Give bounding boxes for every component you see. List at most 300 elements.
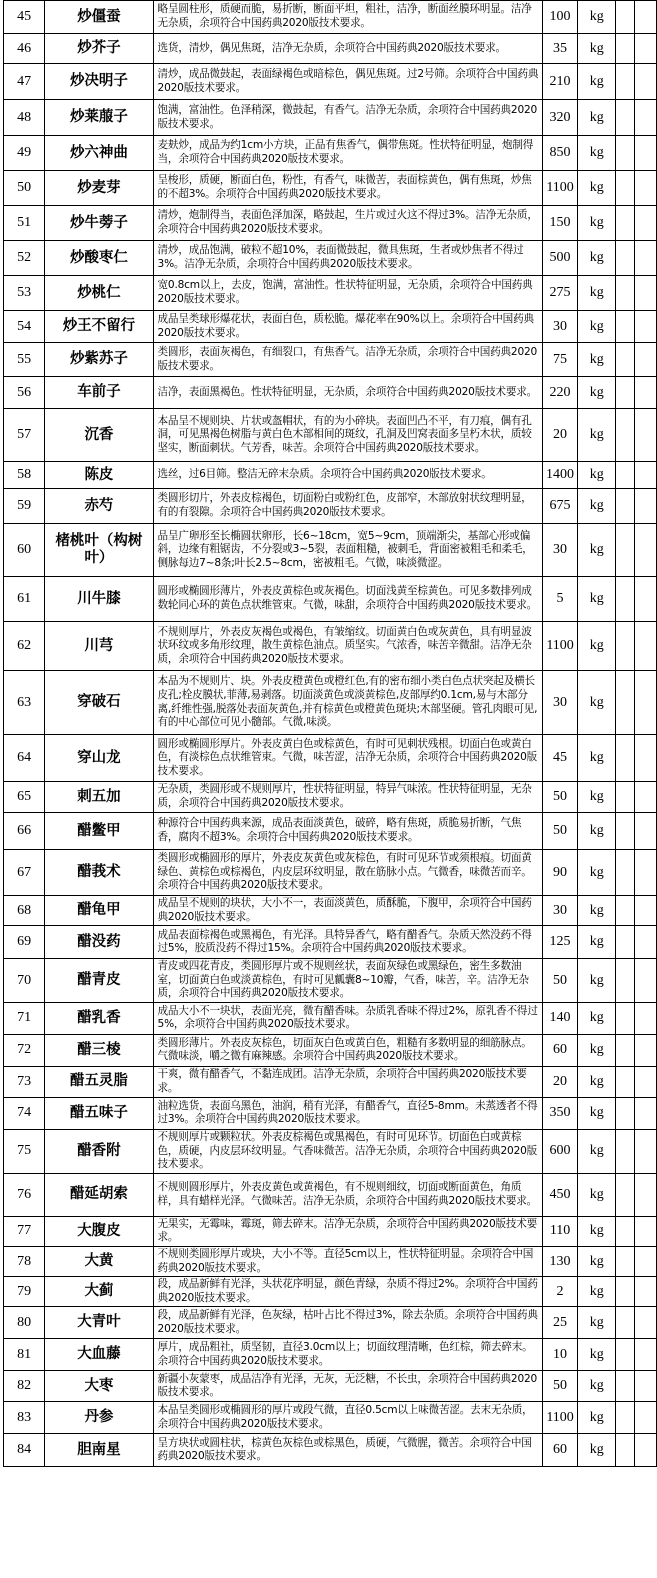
table-row (4, 1034, 657, 1066)
quantity: 125 (542, 926, 578, 959)
table-row (4, 782, 657, 813)
herb-name: 炒决明子 (45, 64, 153, 100)
row-number: 61 (4, 577, 45, 622)
row-number: 47 (4, 64, 45, 100)
empty-cell (615, 1246, 635, 1276)
herb-name: 醋龟甲 (45, 896, 153, 926)
row-number: 79 (4, 1277, 45, 1307)
quantity: 110 (542, 1216, 578, 1246)
empty-cell (635, 1, 657, 34)
quantity: 60 (542, 1434, 578, 1467)
unit: kg (578, 896, 615, 926)
empty-cell (615, 577, 635, 622)
row-number: 65 (4, 782, 45, 813)
unit: kg (578, 1339, 615, 1371)
herb-name: 醋鳖甲 (45, 813, 153, 850)
quantity: 50 (542, 813, 578, 850)
empty-cell (615, 276, 635, 311)
row-number: 80 (4, 1307, 45, 1339)
quality-description: 类圆形或椭圆形的厚片，外表皮灰黄色或灰棕色，有时可见环节或须根痕。切面黄绿色、黄棕色或棕褐色，内皮层环纹明显，散在筋脉小点。气微香，味微苦而辛。余项符合中国药典2020版技术要求。 (153, 850, 542, 896)
quantity: 30 (542, 311, 578, 343)
table-row (4, 1339, 657, 1371)
row-number: 75 (4, 1129, 45, 1173)
table-row (4, 577, 657, 622)
table-row (4, 1434, 657, 1467)
table-row (4, 524, 657, 577)
unit: kg (578, 1034, 615, 1066)
unit: kg (578, 206, 615, 241)
row-number: 58 (4, 462, 45, 489)
row-number: 77 (4, 1216, 45, 1246)
empty-cell (635, 896, 657, 926)
herb-name: 醋五味子 (45, 1097, 153, 1129)
empty-cell (635, 64, 657, 100)
herb-name: 赤芍 (45, 489, 153, 524)
table-row (4, 896, 657, 926)
quality-description: 种源符合中国药典来源，成品表面淡黄色，破碎，略有焦斑，质脆易折断，气焦香，腐肉不超3%。余项符合中国药典2020版技术要求。 (153, 813, 542, 850)
row-number: 66 (4, 813, 45, 850)
quantity: 50 (542, 1371, 578, 1402)
row-number: 45 (4, 1, 45, 34)
empty-cell (615, 1277, 635, 1307)
unit: kg (578, 622, 615, 671)
unit: kg (578, 813, 615, 850)
table-row (4, 206, 657, 241)
quantity: 130 (542, 1246, 578, 1276)
table-row (4, 409, 657, 462)
quality-description: 选货，清炒，偶见焦斑，洁净无杂质，余项符合中国药典2020版技术要求。 (153, 34, 542, 64)
herb-name: 炒王不留行 (45, 311, 153, 343)
row-number: 46 (4, 34, 45, 64)
empty-cell (635, 100, 657, 136)
row-number: 84 (4, 1434, 45, 1467)
quality-description: 宽0.8cm以上，去皮，饱满，富油性。性状特征明显，无杂质，余项符合中国药典2020版技术要求。 (153, 276, 542, 311)
table-row (4, 735, 657, 782)
empty-cell (635, 206, 657, 241)
quantity: 35 (542, 34, 578, 64)
row-number: 59 (4, 489, 45, 524)
row-number: 54 (4, 311, 45, 343)
unit: kg (578, 64, 615, 100)
empty-cell (615, 34, 635, 64)
empty-cell (635, 1246, 657, 1276)
empty-cell (635, 1129, 657, 1173)
unit: kg (578, 409, 615, 462)
empty-cell (615, 489, 635, 524)
empty-cell (635, 1371, 657, 1402)
empty-cell (615, 1, 635, 34)
herb-name: 胆南星 (45, 1434, 153, 1467)
row-number: 76 (4, 1173, 45, 1216)
empty-cell (615, 1371, 635, 1402)
quantity: 320 (542, 100, 578, 136)
empty-cell (635, 671, 657, 735)
unit: kg (578, 311, 615, 343)
quantity: 45 (542, 735, 578, 782)
empty-cell (615, 64, 635, 100)
quality-description: 成品大小不一块状，表面光亮，微有醋香味。杂质乳香味不得过2%，原乳香不得过5%，余项符合中国药典2020版技术要求。 (153, 1002, 542, 1034)
empty-cell (635, 1402, 657, 1434)
empty-cell (615, 1339, 635, 1371)
herb-name: 醋莪术 (45, 850, 153, 896)
herb-name: 醋乳香 (45, 1002, 153, 1034)
unit: kg (578, 524, 615, 577)
unit: kg (578, 489, 615, 524)
table-row (4, 100, 657, 136)
row-number: 81 (4, 1339, 45, 1371)
empty-cell (635, 409, 657, 462)
empty-cell (615, 1402, 635, 1434)
empty-cell (635, 343, 657, 377)
quality-description: 类圆形薄片。外表皮灰棕色，切面灰白色或黄白色，粗糙有多数明显的细筋脉点。气微味淡，嚼之微有麻辣感。余项符合中国药典2020版技术要求。 (153, 1034, 542, 1066)
row-number: 50 (4, 171, 45, 206)
quantity: 100 (542, 1, 578, 34)
herb-name: 大青叶 (45, 1307, 153, 1339)
table-row (4, 1173, 657, 1216)
quality-description: 新疆小灰蒙枣，成品洁净有光泽，无灰，无泛糖，不长虫，余项符合中国药典2020版技术要求。 (153, 1371, 542, 1402)
quantity: 20 (542, 409, 578, 462)
quality-description: 饱满，富油性。色泽稍深，微鼓起，有香气。洁净无杂质，余项符合中国药典2020版技术要求。 (153, 100, 542, 136)
empty-cell (615, 1216, 635, 1246)
unit: kg (578, 1402, 615, 1434)
herb-name: 陈皮 (45, 462, 153, 489)
row-number: 73 (4, 1066, 45, 1097)
row-number: 62 (4, 622, 45, 671)
empty-cell (635, 171, 657, 206)
unit: kg (578, 1173, 615, 1216)
quantity: 1100 (542, 622, 578, 671)
empty-cell (635, 577, 657, 622)
quantity: 600 (542, 1129, 578, 1173)
quality-description: 清炒，炮制得当，表面色泽加深，略鼓起，生片或过火这不得过3%。洁净无杂质，余项符合中国药典2020版技术要求。 (153, 206, 542, 241)
quality-description: 呈方块状或圆柱状，棕黄色灰棕色或棕黑色，质硬，气微腥，微苦。余项符合中国药典2020版技术要求。 (153, 1434, 542, 1467)
row-number: 83 (4, 1402, 45, 1434)
table-row (4, 1002, 657, 1034)
empty-cell (635, 311, 657, 343)
empty-cell (635, 813, 657, 850)
row-number: 51 (4, 206, 45, 241)
row-number: 56 (4, 377, 45, 409)
empty-cell (635, 377, 657, 409)
unit: kg (578, 171, 615, 206)
quality-description: 油粒选货，表面乌黑色，油润，稍有光泽，有醋香气，直径5-8mm。未蒸透者不得过3%。余项符合中国药典2020版技术要求。 (153, 1097, 542, 1129)
table-row (4, 959, 657, 1003)
quality-description: 圆形或椭圆形厚片。外表皮黄白色或棕黄色，有时可见刺状残根。切面白色或黄白色，有淡棕色点状维管束。气微，味苦涩，洁净无杂质，余项符合中国药典2020版技术要求。 (153, 735, 542, 782)
empty-cell (615, 850, 635, 896)
unit: kg (578, 926, 615, 959)
row-number: 71 (4, 1002, 45, 1034)
unit: kg (578, 276, 615, 311)
quality-description: 品呈广卵形至长椭圆状卵形，长6~18cm，宽5~9cm，顶端渐尖，基部心形或偏斜，边缘有粗锯齿，不分裂或3~5裂，表面粗糙，被刺毛，背面密被粗毛和柔毛，侧脉每边7~8条;叶长2.5~8cm，密被粗毛。气微，味淡微涩。 (153, 524, 542, 577)
quality-description: 类圆形，表面灰褐色，有细裂口，有焦香气。洁净无杂质，余项符合中国药典2020版技术要求。 (153, 343, 542, 377)
quality-description: 不规则厚片或颗粒状。外表皮棕褐色或黑褐色，有时可见环节。切面色白或黄棕色，质硬，内皮层环纹明显。气香味微苦。洁净无杂质，余项符合中国药典2020版技术要求。 (153, 1129, 542, 1173)
row-number: 64 (4, 735, 45, 782)
table-row (4, 813, 657, 850)
table-row (4, 1129, 657, 1173)
empty-cell (635, 276, 657, 311)
quality-description: 麦麸炒，成品为约1cm小方块，正品有焦香气，偶带焦斑。性状特征明显，炮制得当，余项符合中国药典2020版技术要求。 (153, 136, 542, 171)
quality-description: 类圆形切片，外表皮棕褐色，切面粉白或粉红色，皮部窄，木部放射状纹理明显，有的有裂隙。余项符合中国药典2020版技术要求。 (153, 489, 542, 524)
quantity: 140 (542, 1002, 578, 1034)
empty-cell (615, 524, 635, 577)
empty-cell (635, 926, 657, 959)
herb-name: 炒僵蚕 (45, 1, 153, 34)
herb-name: 刺五加 (45, 782, 153, 813)
quantity: 20 (542, 1066, 578, 1097)
empty-cell (635, 622, 657, 671)
quality-description: 呈梭形，质硬，断面白色，粉性，有香气，味微苦，表面棕黄色，偶有焦斑，炒焦的不超3%。余项符合中国药典2020版技术要求。 (153, 171, 542, 206)
quantity: 50 (542, 959, 578, 1003)
unit: kg (578, 1097, 615, 1129)
row-number: 74 (4, 1097, 45, 1129)
empty-cell (635, 1339, 657, 1371)
table-row (4, 1402, 657, 1434)
quality-description: 干爽，微有醋香气，不黏连成团。洁净无杂质，余项符合中国药典2020版技术要求。 (153, 1066, 542, 1097)
unit: kg (578, 1307, 615, 1339)
empty-cell (615, 1129, 635, 1173)
empty-cell (615, 206, 635, 241)
quality-description: 圆形或椭圆形薄片，外表皮黄棕色或灰褐色。切面浅黄至棕黄色。可见多数排列成数轮同心环的黄色点状维管束。气微，味甜，余项符合中国药典2020版技术要求。 (153, 577, 542, 622)
row-number: 63 (4, 671, 45, 735)
quantity: 1400 (542, 462, 578, 489)
empty-cell (615, 462, 635, 489)
empty-cell (635, 34, 657, 64)
quantity: 50 (542, 782, 578, 813)
herb-name: 川芎 (45, 622, 153, 671)
herb-name: 醋五灵脂 (45, 1066, 153, 1097)
table-row (4, 311, 657, 343)
empty-cell (615, 1307, 635, 1339)
empty-cell (615, 1002, 635, 1034)
row-number: 52 (4, 241, 45, 276)
table-row (4, 1066, 657, 1097)
herb-specification-table (3, 0, 657, 1467)
empty-cell (615, 1097, 635, 1129)
quantity: 30 (542, 896, 578, 926)
herb-name: 醋延胡索 (45, 1173, 153, 1216)
empty-cell (615, 782, 635, 813)
quality-description: 成品表面棕褐色或黑褐色，有光泽。具特异香气，略有醋香气。杂质天然没药不得过5%，胶质没药不得过15%。余项符合中国药典2020版技术要求。 (153, 926, 542, 959)
quantity: 90 (542, 850, 578, 896)
unit: kg (578, 577, 615, 622)
unit: kg (578, 100, 615, 136)
herb-name: 醋青皮 (45, 959, 153, 1003)
empty-cell (635, 136, 657, 171)
empty-cell (615, 1434, 635, 1467)
herb-name: 川牛膝 (45, 577, 153, 622)
unit: kg (578, 671, 615, 735)
herb-name: 大蓟 (45, 1277, 153, 1307)
empty-cell (635, 241, 657, 276)
herb-name: 大腹皮 (45, 1216, 153, 1246)
row-number: 55 (4, 343, 45, 377)
quality-description: 不规则圆形厚片，外表皮黄色或黄褐色，有不规则细纹，切面或断面黄色，角质样，具有蜡样光泽。气微味苦。洁净无杂质，余项符合中国药典2020版技术要求。 (153, 1173, 542, 1216)
unit: kg (578, 1371, 615, 1402)
quantity: 450 (542, 1173, 578, 1216)
quantity: 5 (542, 577, 578, 622)
empty-cell (635, 1307, 657, 1339)
quantity: 850 (542, 136, 578, 171)
row-number: 68 (4, 896, 45, 926)
table-row (4, 276, 657, 311)
empty-cell (615, 896, 635, 926)
empty-cell (635, 850, 657, 896)
quality-description: 本品为不规则片、块。外表皮橙黄色或橙红色,有的密布细小类白色点状突起及横长皮孔;栓皮膜状,菲薄,易剥落。切面淡黄色或淡黄棕色,皮部厚约0.1cm,易与木部分离,纤维性强,脱落处表面灰黄色,并有棕黄色或橙黄色斑块;木部坚硬。管孔肉眼可见,有的中心部位可见小髓部。气微,味淡。 (153, 671, 542, 735)
quantity: 275 (542, 276, 578, 311)
table-row (4, 1097, 657, 1129)
empty-cell (615, 1173, 635, 1216)
table-row (4, 1371, 657, 1402)
unit: kg (578, 735, 615, 782)
empty-cell (635, 1216, 657, 1246)
quality-description: 无果实，无霉味，霉斑，筛去碎末。洁净无杂质，余项符合中国药典2020版技术要求。 (153, 1216, 542, 1246)
empty-cell (635, 1002, 657, 1034)
quality-description: 洁净，表面黑褐色。性状特征明显，无杂质，余项符合中国药典2020版技术要求。 (153, 377, 542, 409)
quality-description: 本品呈类圆形或椭圆形的厚片或段气微，直径0.5cm以上味微苦涩。去末无杂质，余项符合中国药典2020版技术要求。 (153, 1402, 542, 1434)
empty-cell (635, 1034, 657, 1066)
quantity: 150 (542, 206, 578, 241)
table-row (4, 671, 657, 735)
quantity: 350 (542, 1097, 578, 1129)
quantity: 30 (542, 671, 578, 735)
quantity: 10 (542, 1339, 578, 1371)
quantity: 60 (542, 1034, 578, 1066)
empty-cell (615, 735, 635, 782)
row-number: 72 (4, 1034, 45, 1066)
unit: kg (578, 782, 615, 813)
quantity: 2 (542, 1277, 578, 1307)
herb-name: 沉香 (45, 409, 153, 462)
unit: kg (578, 1066, 615, 1097)
quantity: 220 (542, 377, 578, 409)
unit: kg (578, 1434, 615, 1467)
empty-cell (615, 926, 635, 959)
row-number: 48 (4, 100, 45, 136)
unit: kg (578, 136, 615, 171)
table-row (4, 926, 657, 959)
empty-cell (635, 1277, 657, 1307)
empty-cell (615, 343, 635, 377)
empty-cell (635, 1434, 657, 1467)
herb-name: 醋香附 (45, 1129, 153, 1173)
herb-name: 炒麦芽 (45, 171, 153, 206)
unit: kg (578, 377, 615, 409)
empty-cell (615, 136, 635, 171)
empty-cell (635, 1097, 657, 1129)
herb-name: 炒桃仁 (45, 276, 153, 311)
quantity: 25 (542, 1307, 578, 1339)
empty-cell (615, 671, 635, 735)
unit: kg (578, 1129, 615, 1173)
quality-description: 段，成品新鲜有光泽，色灰绿，枯叶占比不得过3%，除去杂质。余项符合中国药典2020版技术要求。 (153, 1307, 542, 1339)
quantity: 30 (542, 524, 578, 577)
table-row (4, 171, 657, 206)
empty-cell (615, 959, 635, 1003)
herb-name: 醋没药 (45, 926, 153, 959)
row-number: 67 (4, 850, 45, 896)
quality-description: 青皮或四花青皮，类圆形厚片或不规则丝状，表面灰绿色或黑绿色，密生多数油室，切面黄白色或淡黄棕色，有时可见瓤囊8~10瓣，气香，味苦，辛。洁净无杂质，余项符合中国药典2020版技术要求。 (153, 959, 542, 1003)
herb-name: 大血藤 (45, 1339, 153, 1371)
table-row (4, 241, 657, 276)
empty-cell (615, 171, 635, 206)
table-row (4, 489, 657, 524)
quality-description: 选丝，过6目筛。整洁无碎末杂质。余项符合中国药典2020版技术要求。 (153, 462, 542, 489)
table-row (4, 1216, 657, 1246)
empty-cell (615, 100, 635, 136)
herb-name: 大黄 (45, 1246, 153, 1276)
row-number: 53 (4, 276, 45, 311)
empty-cell (635, 524, 657, 577)
herb-name: 醋三棱 (45, 1034, 153, 1066)
table-row (4, 136, 657, 171)
unit: kg (578, 241, 615, 276)
herb-name: 穿破石 (45, 671, 153, 735)
unit: kg (578, 1246, 615, 1276)
herb-name: 炒紫苏子 (45, 343, 153, 377)
quantity: 1100 (542, 1402, 578, 1434)
herb-name: 炒牛蒡子 (45, 206, 153, 241)
row-number: 60 (4, 524, 45, 577)
herb-name: 炒芥子 (45, 34, 153, 64)
empty-cell (635, 489, 657, 524)
table-row (4, 343, 657, 377)
unit: kg (578, 1, 615, 34)
table-row (4, 1246, 657, 1276)
quality-description: 不规则厚片，外表皮灰褐色或褐色，有皱缩纹。切面黄白色或灰黄色，具有明显波状环纹或多角形纹理，散生黄棕色油点。质坚实。气浓香，味苦辛微甜。洁净无杂质，余项符合中国药典2020版技术要求。 (153, 622, 542, 671)
row-number: 69 (4, 926, 45, 959)
herb-name: 穿山龙 (45, 735, 153, 782)
unit: kg (578, 34, 615, 64)
unit: kg (578, 343, 615, 377)
row-number: 49 (4, 136, 45, 171)
quality-description: 略呈圆柱形，质硬而脆，易折断，断面平坦，粗社，洁净，断面丝膜环明显。洁净无杂质，余项符合中国药典2020版技术要求。 (153, 1, 542, 34)
table-row (4, 64, 657, 100)
quality-description: 本品呈不规则块、片状或盔帽状，有的为小碎块。表面凹凸不平，有刀痕，偶有孔洞，可见黑褐色树脂与黄白色木部相间的斑纹，孔洞及凹窝表面多呈朽木状，质较坚实，断面刺状。气芳香，味苦。余项符合中国药典2020版技术要求。 (153, 409, 542, 462)
table-row (4, 850, 657, 896)
herb-name: 车前子 (45, 377, 153, 409)
table-row (4, 462, 657, 489)
empty-cell (615, 377, 635, 409)
empty-cell (615, 1066, 635, 1097)
quality-description: 清炒，成品饱满，破粒不超10%，表面微鼓起，微具焦斑，生者或炒焦者不得过3%。洁净无杂质，余项符合中国药典2020版技术要求。 (153, 241, 542, 276)
quantity: 210 (542, 64, 578, 100)
empty-cell (615, 622, 635, 671)
empty-cell (635, 462, 657, 489)
quantity: 675 (542, 489, 578, 524)
quality-description: 成品呈类球形爆花状，表面白色，质松脆。爆花率在90%以上。余项符合中国药典2020版技术要求。 (153, 311, 542, 343)
table-row (4, 1307, 657, 1339)
quality-description: 不规则类圆形厚片或块，大小不等。直径5cm以上，性状特征明显。余项符合中国药典2020版技术要求。 (153, 1246, 542, 1276)
empty-cell (635, 959, 657, 1003)
empty-cell (635, 735, 657, 782)
quality-description: 段，成品新鲜有光泽，头状花序明显，颜色青绿，杂质不得过2%。余项符合中国药典2020版技术要求。 (153, 1277, 542, 1307)
unit: kg (578, 959, 615, 1003)
row-number: 70 (4, 959, 45, 1003)
quantity: 500 (542, 241, 578, 276)
herb-name: 大枣 (45, 1371, 153, 1402)
unit: kg (578, 1216, 615, 1246)
unit: kg (578, 850, 615, 896)
table-row (4, 1, 657, 34)
herb-name: 炒莱菔子 (45, 100, 153, 136)
herb-name: 丹参 (45, 1402, 153, 1434)
unit: kg (578, 462, 615, 489)
table-row (4, 622, 657, 671)
quality-description: 厚片，成品粗社，质坚韧，直径3.0cm以上；切面纹理清晰，色红棕，筛去碎末。余项符合中国药典2020版技术要求。 (153, 1339, 542, 1371)
herb-name: 炒酸枣仁 (45, 241, 153, 276)
empty-cell (615, 1034, 635, 1066)
herb-name: 楮桃叶（构树叶） (45, 524, 153, 577)
